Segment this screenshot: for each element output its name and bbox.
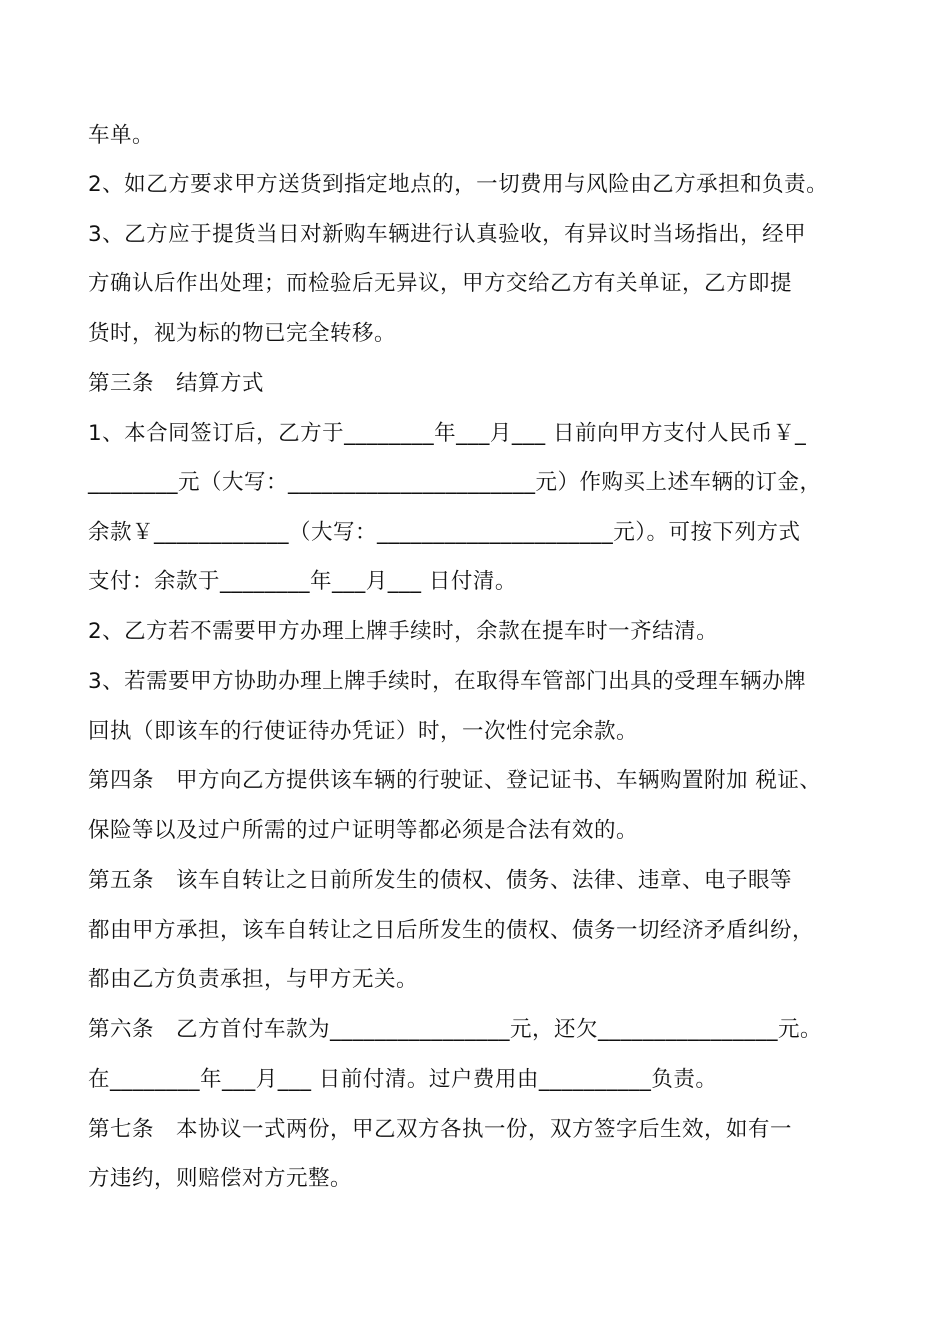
text-line: 2、乙方若不需要甲方办理上牌手续时，余款在提车时一齐结清。 [88,619,719,644]
text-line: 余款￥____________（大写：_____________________元）。可按下列方式 [88,520,801,545]
text-line: 方违约，则赔偿对方元整。 [88,1166,353,1191]
section-paragraph: 第四条 甲方向乙方提供该车辆的行驶证、登记证书、车辆购置附加 税证、 [88,768,822,793]
text-line: 货时，视为标的物已完全转移。 [88,321,397,346]
text-line: 2、如乙方要求甲方送货到指定地点的，一切费用与风险由乙方承担和负责。 [88,172,829,197]
text-line: 支付：余款于________年___月___ 日付清。 [88,569,517,594]
text-line: 都由甲方承担，该车自转让之日后所发生的债权、债务一切经济矛盾纠纷， [88,918,815,943]
text-line: 1、本合同签订后，乙方于________年___月___ 日前向甲方支付人民币￥_ [88,421,807,446]
text-line: 保险等以及过户所需的过户证明等都必须是合法有效的。 [88,818,639,843]
text-line: 车单。 [88,123,155,148]
text-line: 在________年___月___ 日前付清。过户费用由__________负责。 [88,1067,718,1092]
section-heading: 第三条 结算方式 [88,371,265,396]
text-line: 方确认后作出处理；而检验后无异议，甲方交给乙方有关单证，乙方即提 [88,271,793,296]
text-line: 3、若需要甲方协助办理上牌手续时，在取得车管部门出具的受理车辆办牌 [88,669,807,694]
text-line: 3、乙方应于提货当日对新购车辆进行认真验收，有异议时当场指出，经甲 [88,222,807,247]
text-line: 回执（即该车的行使证待办凭证）时，一次性付完余款。 [88,719,639,744]
section-paragraph: 第六条 乙方首付车款为________________元，还欠________________元。 [88,1017,823,1042]
text-line: 都由乙方负责承担，与甲方无关。 [88,967,419,992]
text-line: ________元（大写：______________________元）作购买上述车辆的订金， [88,470,822,495]
section-paragraph: 第七条 本协议一式两份，甲乙双方各执一份，双方签字后生效，如有一 [88,1117,793,1142]
section-paragraph: 第五条 该车自转让之日前所发生的债权、债务、法律、违章、电子眼等 [88,868,793,893]
